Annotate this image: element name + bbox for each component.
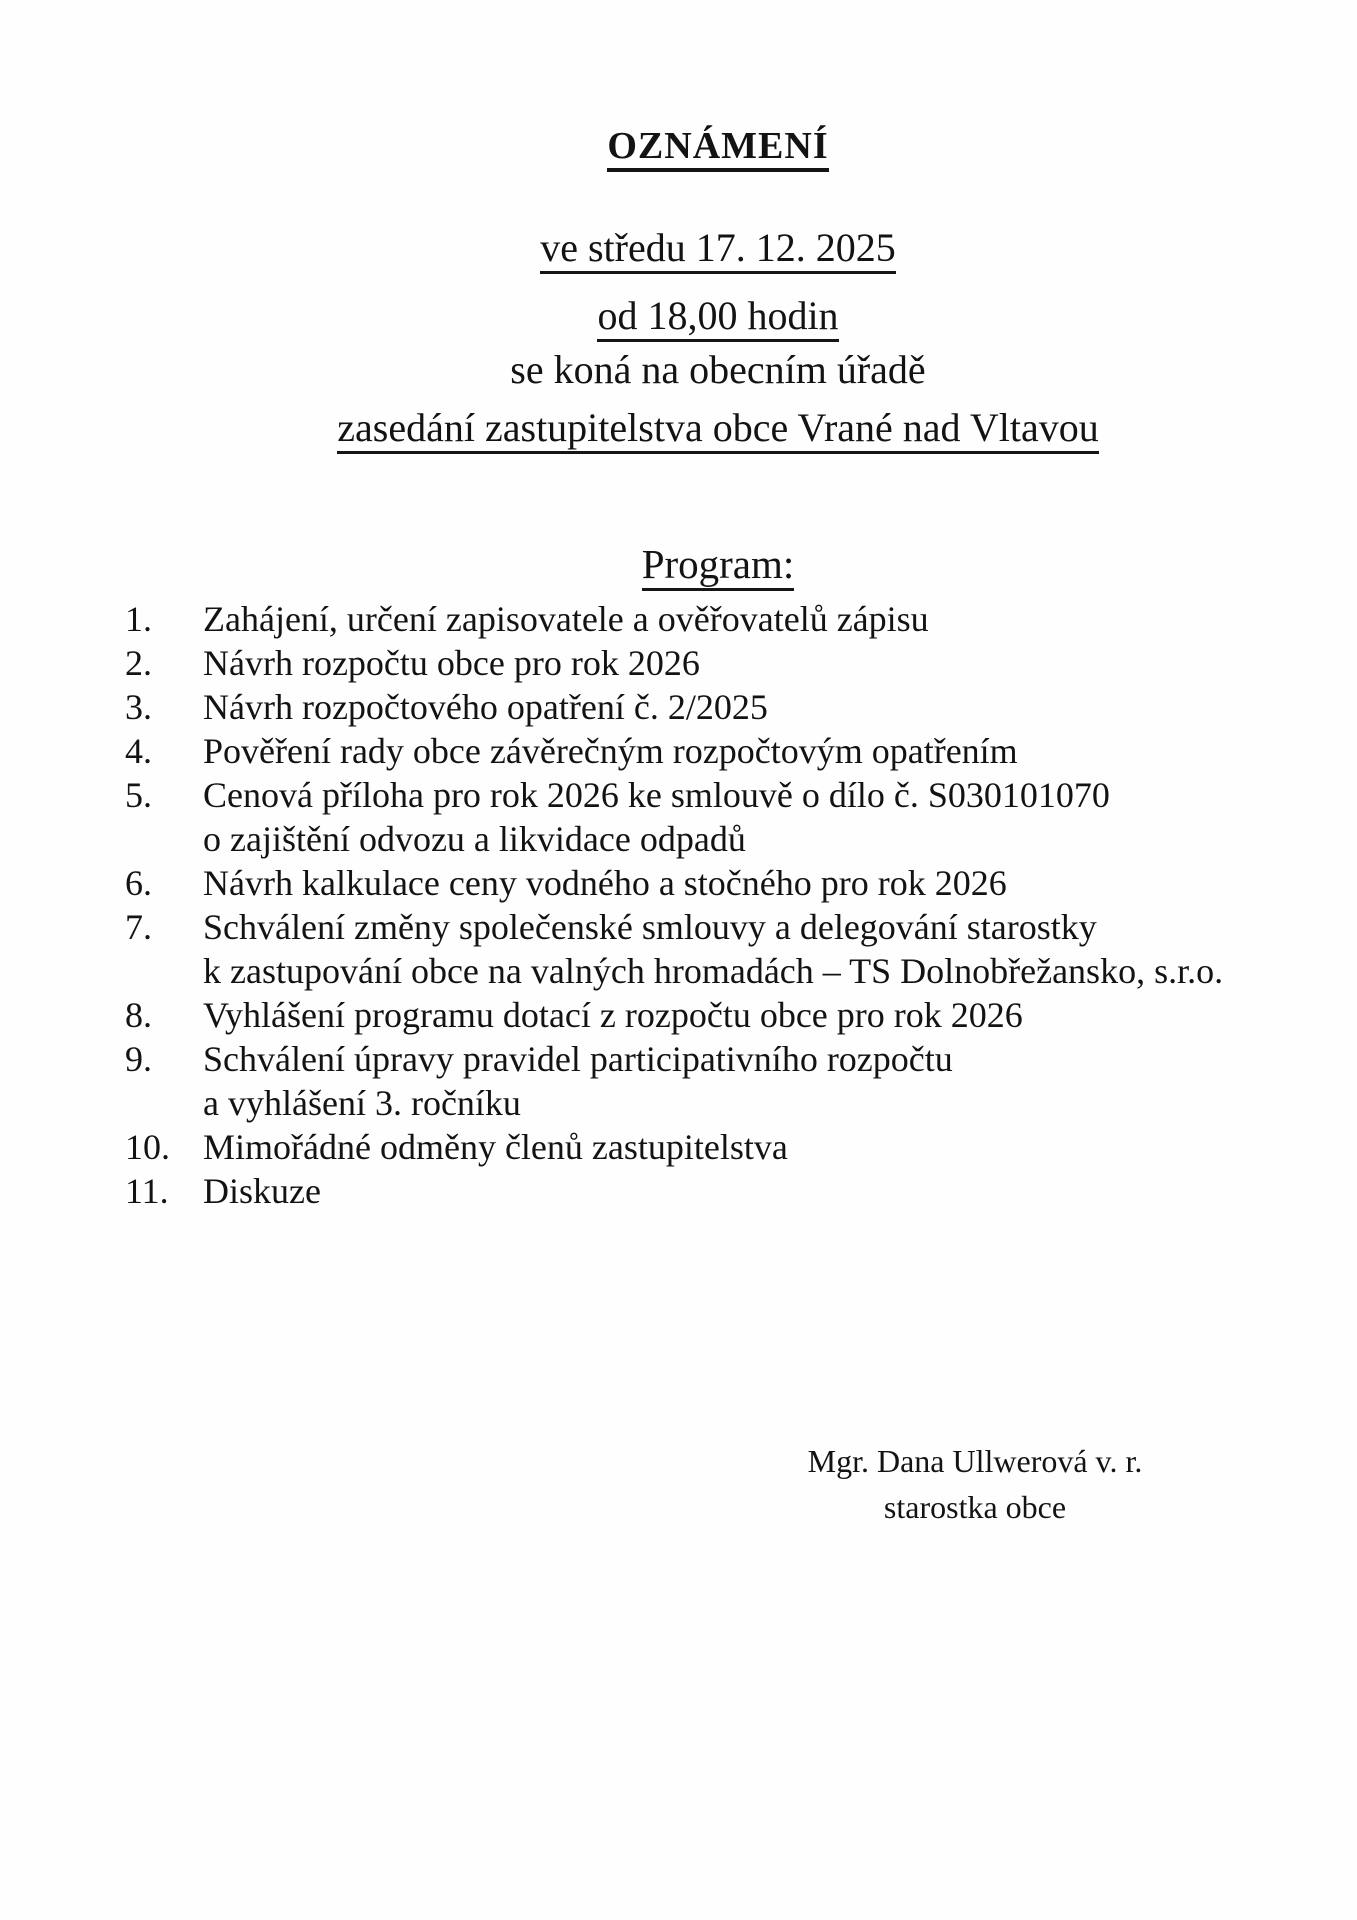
program-item xyxy=(125,597,1305,641)
meeting-name-line xyxy=(80,402,1356,454)
program-item-text xyxy=(203,729,1305,773)
program-item xyxy=(125,641,1305,685)
program-item-number: 3. xyxy=(125,687,152,727)
program-item-line: Diskuze xyxy=(203,1171,321,1211)
meeting-time-line xyxy=(80,290,1356,342)
signature-block xyxy=(695,1438,1255,1530)
program-list xyxy=(125,597,1305,1213)
program-item-text xyxy=(203,597,1305,641)
meeting-date-line xyxy=(80,222,1356,274)
program-item-text xyxy=(203,905,1305,993)
program-item-line: Cenová příloha pro rok 2026 ke smlouvě o dílo č. S030101070 xyxy=(203,775,1110,815)
program-item-text xyxy=(203,861,1305,905)
program-item-number: 10. xyxy=(125,1127,170,1167)
program-item-text xyxy=(203,641,1305,685)
document-title xyxy=(80,122,1356,170)
program-item xyxy=(125,1037,1305,1125)
program-item-text xyxy=(203,685,1305,729)
program-item-text xyxy=(203,1037,1305,1125)
program-item xyxy=(125,685,1305,729)
program-item-text xyxy=(203,773,1305,861)
program-item-line: Schválení úpravy pravidel participativního rozpočtu xyxy=(203,1039,953,1079)
program-item xyxy=(125,729,1305,773)
program-item-line: k zastupování obce na valných hromadách – TS Dolnobřežansko, s.r.o. xyxy=(203,951,1224,991)
program-item-line: Návrh rozpočtu obce pro rok 2026 xyxy=(203,643,700,683)
program-item xyxy=(125,773,1305,861)
program-item-text xyxy=(203,1125,1305,1169)
program-item-number: 6. xyxy=(125,863,152,903)
program-item-number: 5. xyxy=(125,775,152,815)
program-item-line: Mimořádné odměny členů zastupitelstva xyxy=(203,1127,788,1167)
program-item-text xyxy=(203,1169,1305,1213)
program-item xyxy=(125,1169,1305,1213)
document-title-text: OZNÁMENÍ xyxy=(607,125,828,172)
program-item xyxy=(125,861,1305,905)
program-item xyxy=(125,993,1305,1037)
meeting-time-text: od 18,00 hodin xyxy=(597,293,838,342)
program-item-number: 11. xyxy=(125,1171,169,1211)
program-item-line: Vyhlášení programu dotací z rozpočtu obce pro rok 2026 xyxy=(203,995,1023,1035)
program-item-line: Schválení změny společenské smlouvy a delegování starostky xyxy=(203,907,1097,947)
program-item-line: Návrh rozpočtového opatření č. 2/2025 xyxy=(203,687,768,727)
program-item-number: 2. xyxy=(125,643,152,683)
program-heading xyxy=(80,538,1356,590)
meeting-name-text: zasedání zastupitelstva obce Vrané nad Vltavou xyxy=(337,405,1098,454)
program-item-line: Pověření rady obce závěrečným rozpočtovým opatřením xyxy=(203,731,1018,771)
program-item-line: Návrh kalkulace ceny vodného a stočného pro rok 2026 xyxy=(203,863,1007,903)
meeting-venue-line xyxy=(80,344,1356,396)
program-item-number: 9. xyxy=(125,1039,152,1079)
program-item xyxy=(125,905,1305,993)
signature-role: starostka obce xyxy=(883,1489,1067,1525)
program-heading-text: Program: xyxy=(642,541,795,591)
meeting-date-text: ve středu 17. 12. 2025 xyxy=(540,225,896,274)
program-item-number: 4. xyxy=(125,731,152,771)
program-item-number: 7. xyxy=(125,907,152,947)
program-item-number: 8. xyxy=(125,995,152,1035)
meeting-venue-text: se koná na obecním úřadě xyxy=(510,347,926,392)
program-item-number: 1. xyxy=(125,599,152,639)
signature-name: Mgr. Dana Ullwerová v. r. xyxy=(807,1443,1143,1479)
program-item-line: o zajištění odvozu a likvidace odpadů xyxy=(203,819,746,859)
program-item-line: a vyhlášení 3. ročníku xyxy=(203,1083,521,1123)
program-item-line: Zahájení, určení zapisovatele a ověřovatelů zápisu xyxy=(203,599,929,639)
program-item-text xyxy=(203,993,1305,1037)
program-item xyxy=(125,1125,1305,1169)
